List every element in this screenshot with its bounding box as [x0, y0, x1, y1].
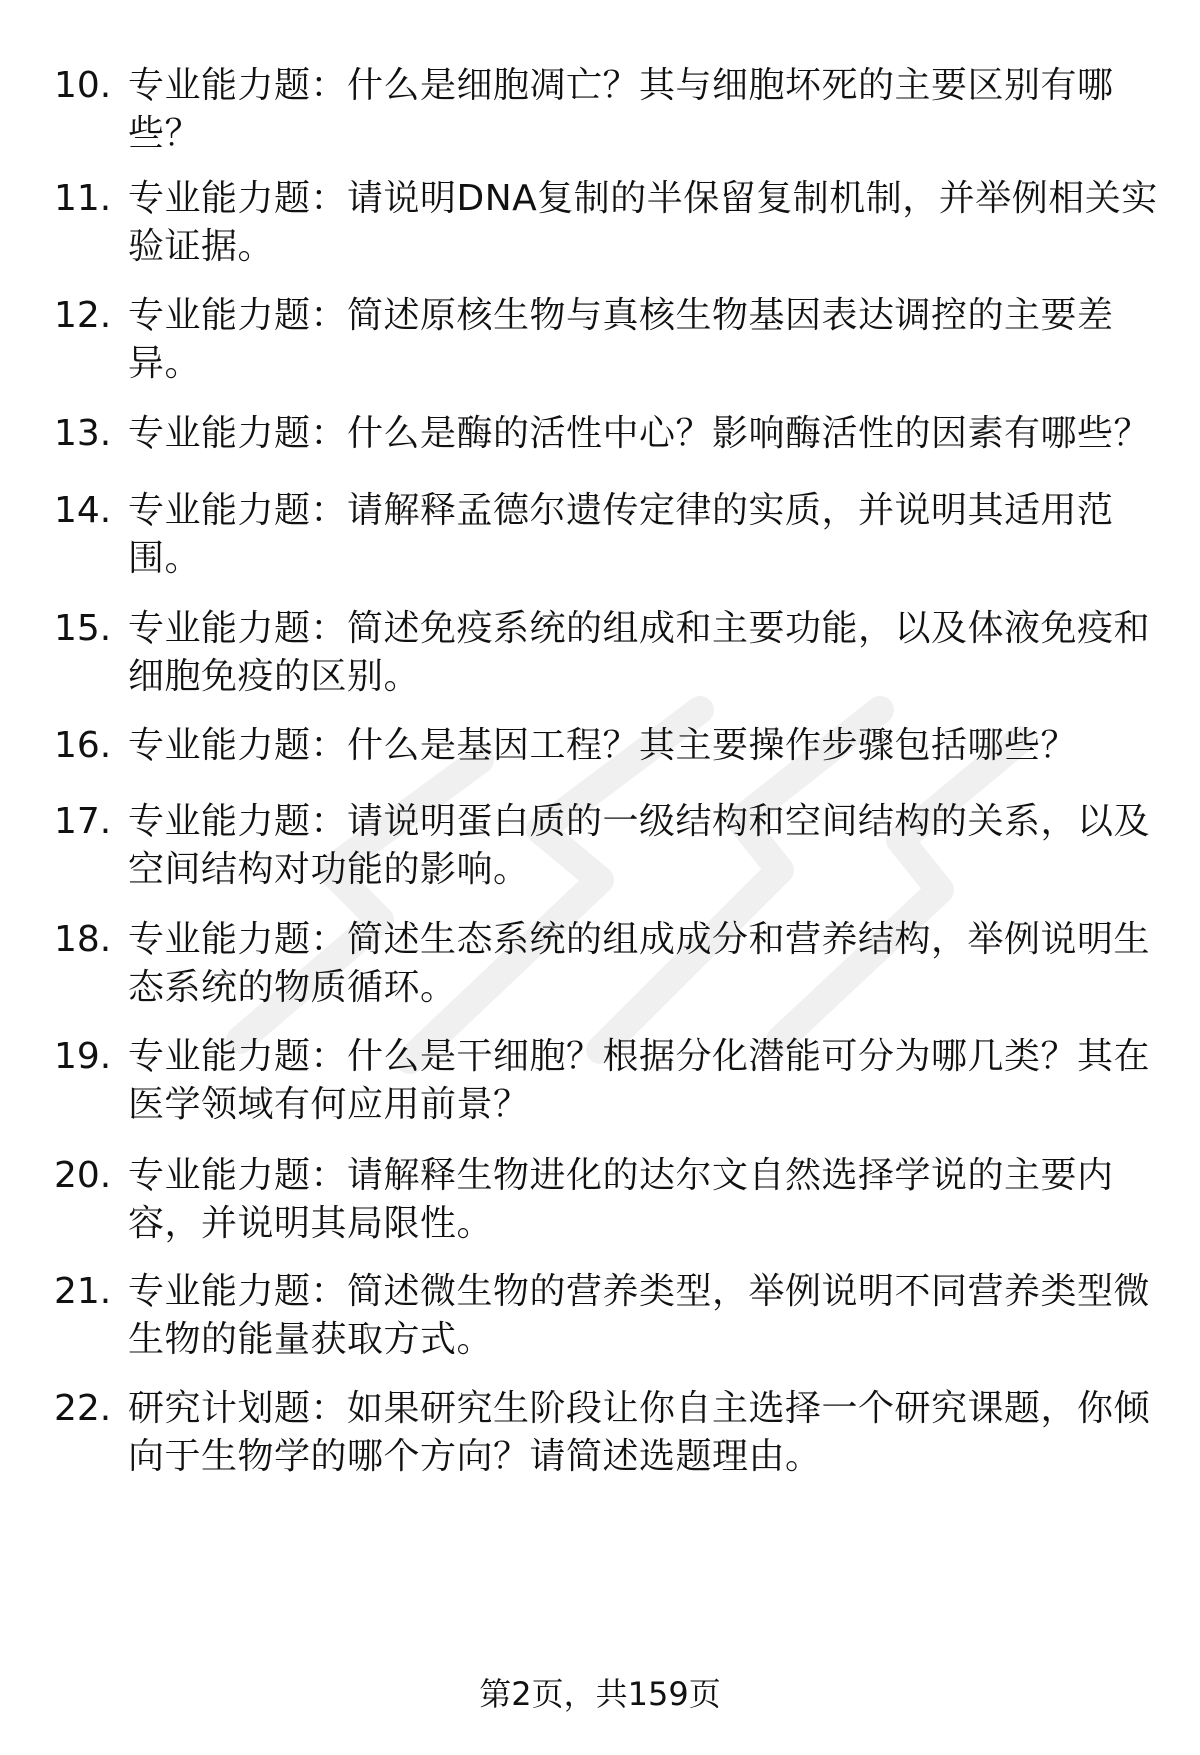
question-number: 12. [54, 295, 112, 336]
question-number: 19. [54, 1036, 112, 1077]
question-number: 18. [54, 919, 112, 960]
question-text: 专业能力题：请解释孟德尔遗传定律的实质，并说明其适用范围。 [128, 490, 1114, 579]
question-text: 研究计划题：如果研究生阶段让你自主选择一个研究课题，你倾向于生物学的哪个方向？请简述选题理由。 [128, 1388, 1151, 1477]
question-number: 21. [54, 1271, 112, 1312]
question-text: 专业能力题：简述原核生物与真核生物基因表达调控的主要差异。 [128, 295, 1114, 384]
question-number: 22. [54, 1388, 112, 1429]
question-text: 专业能力题：简述生态系统的组成成分和营养结构，举例说明生态系统的物质循环。 [128, 919, 1151, 1008]
page-footer: 第2页，共159页 [479, 1675, 721, 1713]
question-text: 专业能力题：请说明DNA复制的半保留复制机制，并举例相关实验证据。 [128, 178, 1158, 267]
question-number: 13. [54, 413, 112, 454]
question-number: 16. [54, 725, 112, 766]
question-text: 专业能力题：什么是酶的活性中心？影响酶活性的因素有哪些？ [128, 413, 1151, 454]
question-text: 专业能力题：什么是干细胞？根据分化潜能可分为哪几类？其在医学领域有何应用前景？ [128, 1036, 1151, 1125]
question-number: 17. [54, 801, 112, 842]
question-text: 专业能力题：请解释生物进化的达尔文自然选择学说的主要内容，并说明其局限性。 [128, 1155, 1114, 1244]
question-number: 15. [54, 608, 112, 649]
question-text: 专业能力题：什么是基因工程？其主要操作步骤包括哪些？ [128, 725, 1078, 766]
question-number: 20. [54, 1155, 112, 1196]
question-text: 专业能力题：什么是细胞凋亡？其与细胞坏死的主要区别有哪些？ [128, 65, 1114, 154]
question-text: 专业能力题：简述免疫系统的组成和主要功能，以及体液免疫和细胞免疫的区别。 [128, 608, 1151, 697]
question-text: 专业能力题：请说明蛋白质的一级结构和空间结构的关系，以及空间结构对功能的影响。 [128, 801, 1151, 890]
question-number: 11. [54, 178, 112, 219]
question-number: 10. [54, 65, 112, 106]
question-text: 专业能力题：简述微生物的营养类型，举例说明不同营养类型微生物的能量获取方式。 [128, 1271, 1151, 1360]
question-number: 14. [54, 490, 112, 531]
